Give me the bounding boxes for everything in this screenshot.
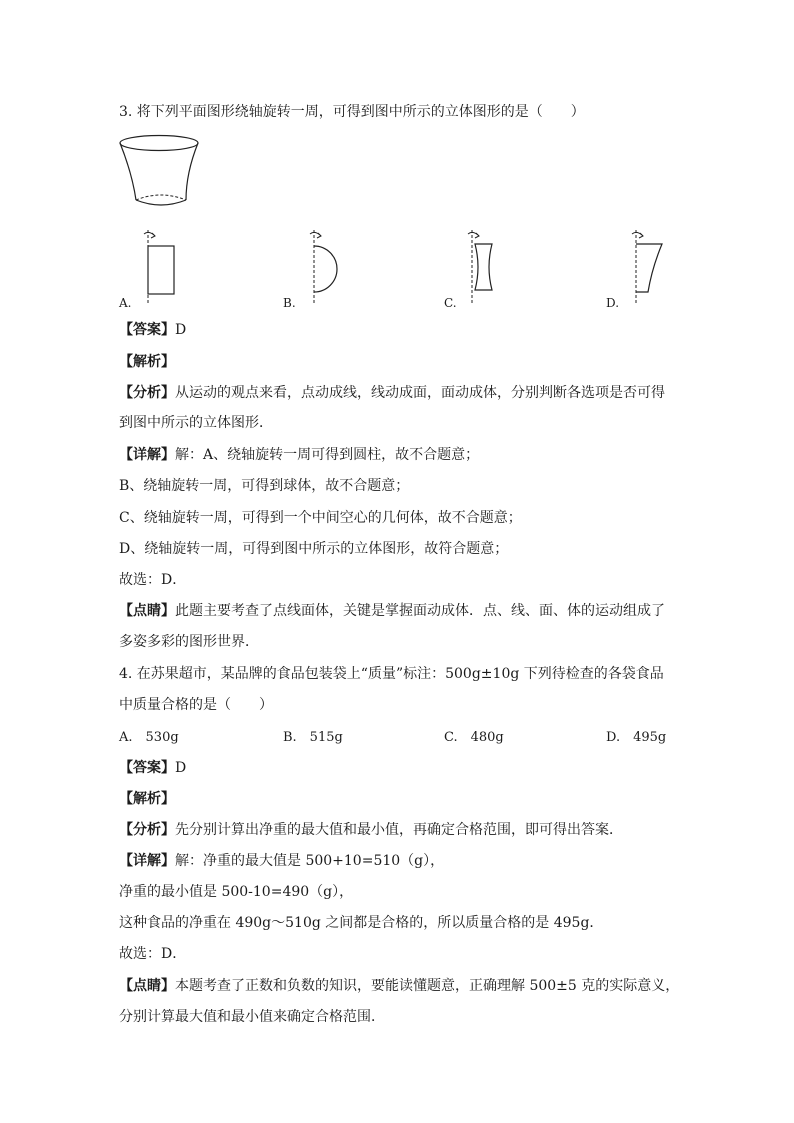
- option-a-figure: [138, 228, 182, 306]
- q4-line2: 净重的最小值是 500-10=490（g），: [119, 884, 354, 900]
- q4-answer: [119, 758, 679, 778]
- q4-question-line2: 中质量合格的是（ ）: [119, 697, 273, 713]
- q4-choice-c: C. 480g: [444, 730, 504, 745]
- q3-line-b: B、绕轴旋转一周，可得到球体，故不合题意；: [119, 478, 410, 494]
- q3-fenxi-line1: [119, 383, 679, 403]
- dianjing-text: 本题考查了正数和负数的知识，要能读懂题意，正确理解 500±5 克的实际意义，: [175, 978, 680, 994]
- q3-fenxi-line2: 到图中所示的立体图形．: [119, 415, 273, 431]
- q4-line3: 这种食品的净重在 490g～510g 之间都是合格的，所以质量合格的是 495g．: [119, 915, 604, 931]
- answer-value: D: [175, 322, 187, 338]
- analysis-heading: 【解析】: [119, 354, 175, 370]
- fenxi-tag: 【分析】: [119, 385, 175, 401]
- q4-choice-a: A. 530g: [119, 730, 179, 745]
- xiangjie-tag: 【详解】: [119, 853, 175, 869]
- q3-question: 3. 将下列平面图形绕轴旋转一周，可得到图中所示的立体图形的是（ ）: [119, 104, 585, 120]
- q4-dianjing-line2: 分别计算最大值和最小值来确定合格范围．: [119, 1009, 385, 1025]
- option-b-label: B.: [283, 296, 296, 310]
- q3-analysis-heading: [119, 352, 679, 372]
- analysis-heading: 【解析】: [119, 791, 175, 807]
- xiangjie-text: 解：净重的最大值是 500+10=510（g），: [175, 853, 445, 869]
- q4-choice-b: B. 515g: [283, 730, 343, 745]
- dianjing-text: 此题主要考查了点线面体，关键是掌握面动成体．点、线、面、体的运动组成了: [175, 603, 665, 619]
- option-b-figure: [300, 228, 350, 306]
- q3-answer: [119, 320, 679, 340]
- answer-value: D: [175, 760, 187, 776]
- q3-xiangjie-line1: [119, 445, 679, 465]
- q4-xiangjie-line1: [119, 851, 679, 871]
- q3-conclusion: 故选：D．: [119, 572, 187, 588]
- option-c-figure: [462, 228, 502, 306]
- q3-solid-figure: [112, 128, 202, 210]
- option-d-figure: [624, 228, 668, 306]
- fenxi-text: 先分别计算出净重的最大值和最小值，再确定合格范围，即可得出答案．: [175, 822, 623, 838]
- q3-dianjing-line2: 多姿多彩的图形世界．: [119, 634, 259, 650]
- q3-line-d: D、绕轴旋转一周，可得到图中所示的立体图形，故符合题意；: [119, 541, 509, 557]
- q4-fenxi-line1: [119, 820, 679, 840]
- answer-tag: 【答案】: [119, 322, 175, 338]
- xiangjie-tag: 【详解】: [119, 447, 175, 463]
- q4-choice-d: D. 495g: [606, 730, 667, 745]
- xiangjie-text: 解：A、绕轴旋转一周可得到圆柱，故不合题意；: [175, 447, 480, 463]
- fenxi-text: 从运动的观点来看，点动成线，线动成面，面动成体，分别判断各选项是否可得: [175, 385, 665, 401]
- answer-tag: 【答案】: [119, 760, 175, 776]
- q4-analysis-heading: [119, 789, 679, 809]
- dianjing-tag: 【点睛】: [119, 978, 175, 994]
- q4-question-line1: 4. 在苏果超市，某品牌的食品包装袋上“质量”标注：500g±10g 下列待检查的各袋食品: [119, 666, 664, 682]
- option-c-label: C.: [444, 296, 457, 310]
- q4-conclusion: 故选：D．: [119, 946, 187, 962]
- q4-dianjing-line1: [119, 976, 679, 996]
- option-a-label: A.: [119, 296, 132, 310]
- dianjing-tag: 【点睛】: [119, 603, 175, 619]
- q3-dianjing-line1: [119, 601, 679, 621]
- q3-line-c: C、绕轴旋转一周，可得到一个中间空心的几何体，故不合题意；: [119, 510, 522, 526]
- option-d-label: D.: [606, 296, 620, 310]
- fenxi-tag: 【分析】: [119, 822, 175, 838]
